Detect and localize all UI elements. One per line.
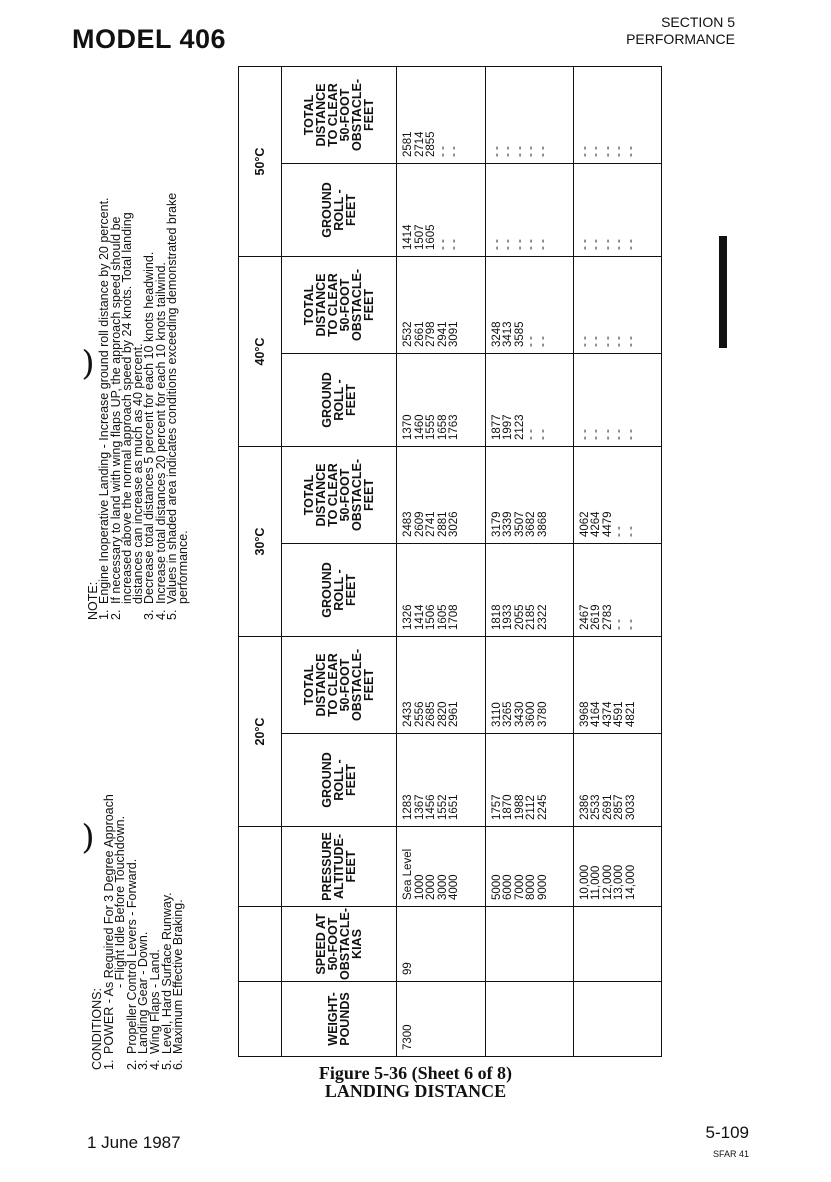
- table-value: 2941: [436, 321, 449, 347]
- table-value: - -: [536, 146, 549, 157]
- table-value: 1988: [513, 794, 526, 820]
- table-value: 3091: [448, 321, 461, 347]
- table-value: 3780: [536, 701, 549, 727]
- table-value: - -: [578, 336, 591, 347]
- total-distance-header-40: TOTAL DISTANCE TO CLEAR 50-FOOT OBSTACLE- FEET: [282, 257, 397, 354]
- table-value: - -: [578, 146, 591, 157]
- note-line: increased above the normal approach speed by 24 knots. Total landing: [119, 212, 134, 604]
- note-number: 2.: [108, 609, 123, 620]
- table-value: 2820: [436, 701, 449, 727]
- table-value: 4479: [601, 511, 614, 537]
- t30-roll-cell: [397, 544, 485, 637]
- table-value: 3430: [513, 701, 526, 727]
- condition-text: Wing Flaps - Land.: [147, 949, 162, 1054]
- table-value: 1414: [402, 224, 415, 250]
- table-value: 3265: [502, 701, 515, 727]
- table-value: 2881: [436, 511, 449, 537]
- note-line: If necessary to land with wing flaps UP, the approach speed should be: [108, 216, 123, 604]
- total-distance-header-30: TOTAL DISTANCE TO CLEAR 50-FOOT OBSTACLE- FEET: [282, 447, 397, 544]
- table-value: 3179: [490, 511, 503, 537]
- altitude-value: 12,000: [601, 864, 614, 900]
- table-value: 1757: [490, 794, 503, 820]
- temp-50-header: 50°C: [239, 67, 282, 257]
- altitude-cell: [485, 827, 573, 907]
- table-value: 3026: [448, 511, 461, 537]
- table-value: 2857: [613, 794, 626, 820]
- table-value: - -: [525, 429, 538, 440]
- model-title: MODEL 406: [72, 24, 227, 54]
- table-value: 2322: [536, 604, 549, 630]
- condition-text: Maximum Effective Braking.: [171, 899, 186, 1054]
- table-group-row: [573, 67, 661, 1057]
- table-value: 1326: [402, 604, 415, 630]
- right-paren-mark: ): [81, 343, 95, 384]
- note-line: distances can increase as much as 40 percent.: [131, 343, 146, 604]
- note-number: 3.: [142, 609, 157, 620]
- table-value: - -: [613, 619, 626, 630]
- table-value: 1818: [490, 604, 503, 630]
- table-value: 2532: [402, 321, 415, 347]
- weight-header: WEIGHT- POUNDS: [282, 982, 397, 1057]
- table-value: 4062: [578, 511, 591, 537]
- speed-header-top: [239, 907, 282, 982]
- table-value: 1552: [436, 794, 449, 820]
- note-line: Decrease total distances 5 percent for each 10 knots headwind.: [142, 251, 157, 604]
- table-value: - -: [578, 239, 591, 250]
- notes-list: [99, 85, 189, 620]
- table-value: 2055: [513, 604, 526, 630]
- table-value: 1870: [502, 794, 515, 820]
- ground-roll-header-50: GROUND ROLL - FEET: [282, 164, 397, 257]
- table-value: - -: [578, 429, 591, 440]
- table-value: 2714: [413, 131, 426, 157]
- table-value: 1605: [425, 224, 438, 250]
- table-value: 2783: [601, 604, 614, 630]
- table-value: - -: [613, 239, 626, 250]
- altitude-value: 2000: [425, 874, 438, 900]
- table-value: - -: [436, 239, 449, 250]
- table-value: - -: [590, 429, 603, 440]
- table-value: - -: [513, 146, 526, 157]
- condition-text: POWER - As Required For 3 Degree Approach: [101, 794, 116, 1054]
- table-value: - -: [525, 146, 538, 157]
- table-value: 1605: [436, 604, 449, 630]
- table-value: 3507: [513, 511, 526, 537]
- condition-number: 4.: [147, 1059, 162, 1070]
- t40-roll-cell: [397, 354, 485, 447]
- table-value: 2123: [513, 414, 526, 440]
- section-title: PERFORMANCE: [626, 31, 735, 47]
- t40-roll-cell: [573, 354, 661, 447]
- t20-roll-cell: [397, 734, 485, 827]
- t30-total-cell: [485, 447, 573, 544]
- t30-total-cell: [397, 447, 485, 544]
- altitude-value: 6000: [502, 874, 515, 900]
- altitude-value: 7000: [513, 874, 526, 900]
- table-value: - -: [536, 429, 549, 440]
- table-value: - -: [601, 336, 614, 347]
- table-value: 4164: [590, 701, 603, 727]
- t50-roll-cell: [485, 164, 573, 257]
- table-group-row: [485, 67, 573, 1057]
- table-value: 2185: [525, 604, 538, 630]
- table-value: 1414: [413, 604, 426, 630]
- table-value: 2691: [601, 794, 614, 820]
- table-value: 3110: [490, 702, 503, 727]
- table-value: - -: [624, 146, 637, 157]
- table-value: 3413: [502, 321, 515, 347]
- table-value: 4821: [624, 701, 637, 727]
- condition-item: [173, 770, 185, 1070]
- note-number: 5.: [165, 609, 180, 620]
- altitude-value: 14,000: [624, 864, 637, 900]
- table-value: 2386: [578, 794, 591, 820]
- table-value: - -: [448, 239, 461, 250]
- table-value: - -: [624, 336, 637, 347]
- table-value: - -: [624, 239, 637, 250]
- t50-roll-cell: [397, 164, 485, 257]
- temp-40-header: 40°C: [239, 257, 282, 447]
- table-value: - -: [613, 429, 626, 440]
- table-value: 4374: [601, 701, 614, 727]
- t40-total-cell: [573, 257, 661, 354]
- table-value: 4591: [613, 701, 626, 727]
- table-value: 2483: [402, 511, 415, 537]
- table-value: 2855: [425, 131, 438, 157]
- table-value: 3682: [525, 511, 538, 537]
- t20-roll-cell: [573, 734, 661, 827]
- altitude-value: 3000: [436, 874, 449, 900]
- altitude-value: 1000: [413, 874, 426, 900]
- table-value: 1997: [502, 414, 515, 440]
- section-number: SECTION 5: [661, 14, 735, 30]
- table-value: 2609: [413, 511, 426, 537]
- table-value: - -: [502, 146, 515, 157]
- table-value: 3248: [490, 321, 503, 347]
- altitude-value: 11,000: [590, 865, 603, 900]
- note-line: Engine Inoperative Landing - Increase ground roll distance by 20 percent.: [97, 197, 112, 604]
- table-value: 2467: [578, 604, 591, 630]
- table-value: 1283: [402, 794, 415, 820]
- altitude-value: 8000: [525, 874, 538, 900]
- note-text: [108, 212, 146, 604]
- table-value: - -: [624, 619, 637, 630]
- table-value: 2581: [402, 131, 415, 157]
- speed-value: 99: [402, 962, 415, 975]
- table-value: 2619: [590, 604, 603, 630]
- table-value: 1507: [413, 224, 426, 250]
- total-distance-header-20: TOTAL DISTANCE TO CLEAR 50-FOOT OBSTACLE- FEET: [282, 637, 397, 734]
- temp-30-header: 30°C: [239, 447, 282, 637]
- note-text: [167, 193, 190, 604]
- altitude-value: 5000: [490, 874, 503, 900]
- t30-total-cell: [573, 447, 661, 544]
- ground-roll-header-40: GROUND ROLL - FEET: [282, 354, 397, 447]
- condition-number: 5.: [159, 1059, 174, 1070]
- table-value: - -: [601, 429, 614, 440]
- altitude-value: 9000: [536, 874, 549, 900]
- t40-total-cell: [485, 257, 573, 354]
- table-value: 2533: [590, 794, 603, 820]
- table-value: 3600: [525, 701, 538, 727]
- altitude-value: 4000: [448, 874, 461, 900]
- note-line: performance.: [176, 530, 191, 604]
- table-value: - -: [525, 336, 538, 347]
- table-value: 2798: [425, 321, 438, 347]
- landing-distance-table: [238, 79, 662, 1057]
- t50-total-cell: [573, 67, 661, 164]
- conditions-list: [101, 770, 186, 1070]
- table-value: 1370: [402, 414, 415, 440]
- t20-total-cell: [573, 637, 661, 734]
- altitude-header: PRESSURE ALTITUDE- FEET: [282, 827, 397, 907]
- t20-roll-cell: [485, 734, 573, 827]
- weight-cell: [397, 982, 485, 1057]
- altitude-header-top: [239, 827, 282, 907]
- weight-value: 7300: [402, 1024, 415, 1050]
- condition-text: Landing Gear - Down.: [136, 931, 151, 1054]
- table-value: 1658: [436, 414, 449, 440]
- note-line: Increase total distances 20 percent for each 10 knots tailwind.: [153, 262, 168, 604]
- table-value: 3968: [578, 701, 591, 727]
- notes-block: [88, 85, 190, 620]
- table-value: - -: [624, 526, 637, 537]
- table-value: - -: [601, 239, 614, 250]
- table-value: 3868: [536, 511, 549, 537]
- table-value: - -: [536, 239, 549, 250]
- notes-title: NOTE:: [86, 581, 100, 620]
- table-value: 1763: [448, 414, 461, 440]
- table-value: - -: [624, 429, 637, 440]
- condition-text: Level, Hard Surface Runway.: [159, 892, 174, 1054]
- conditions-block: [92, 770, 185, 1070]
- altitude-cell: [573, 827, 661, 907]
- t20-total-cell: [485, 637, 573, 734]
- t20-total-cell: [397, 637, 485, 734]
- condition-number: 3.: [136, 1059, 151, 1070]
- altitude-value: 10,000: [578, 864, 591, 900]
- table-value: 1367: [413, 794, 426, 820]
- conditions-title: CONDITIONS:: [90, 988, 104, 1070]
- table-value: 2685: [425, 701, 438, 727]
- table-value: 1877: [490, 414, 503, 440]
- total-distance-header-50: TOTAL DISTANCE TO CLEAR 50-FOOT OBSTACLE- FEET: [282, 67, 397, 164]
- table-value: - -: [613, 146, 626, 157]
- table-value: - -: [490, 146, 503, 157]
- table-value: - -: [536, 336, 549, 347]
- altitude-value: 13,000: [613, 864, 626, 900]
- t50-total-cell: [485, 67, 573, 164]
- note-item: [108, 85, 146, 620]
- condition-number: 1.: [101, 1059, 116, 1070]
- table-value: 1506: [425, 604, 438, 630]
- table-value: 3339: [502, 511, 515, 537]
- table-value: - -: [448, 146, 461, 157]
- altitude-value: Sea Level: [402, 848, 415, 900]
- condition-text: Propeller Control Levers - Forward.: [124, 858, 139, 1054]
- table-value: 1651: [448, 794, 461, 820]
- t50-roll-cell: [573, 164, 661, 257]
- t50-total-cell: [397, 67, 485, 164]
- footer-sfar: SFAR 41: [712, 1149, 749, 1159]
- table-value: 1555: [425, 414, 438, 440]
- altitude-cell: [397, 827, 485, 907]
- table-value: - -: [525, 239, 538, 250]
- table-value: 1460: [413, 414, 426, 440]
- ground-roll-header-20: GROUND ROLL - FEET: [282, 734, 397, 827]
- weight-cell: [485, 982, 573, 1057]
- table-value: - -: [601, 146, 614, 157]
- figure-caption-number: Figure 5-36 (Sheet 6 of 8): [318, 1063, 513, 1083]
- speed-header: SPEED AT 50-FOOT OBSTACLE- KIAS: [282, 907, 397, 982]
- note-item: [167, 85, 190, 620]
- table-value: 2741: [425, 511, 438, 537]
- left-paren-mark: ): [81, 817, 95, 858]
- table-value: 2961: [448, 701, 461, 727]
- weight-header-top: [239, 982, 282, 1057]
- table-value: 4264: [590, 511, 603, 537]
- note-line: Values in shaded area indicates conditions exceeding demonstrated brake: [165, 192, 180, 604]
- section-header: [626, 14, 735, 48]
- t40-total-cell: [397, 257, 485, 354]
- note-number: 1.: [97, 609, 112, 620]
- condition-number: 6.: [171, 1059, 186, 1070]
- table-value: - -: [590, 146, 603, 157]
- table-value: - -: [613, 336, 626, 347]
- temp-20-header: 20°C: [239, 637, 282, 827]
- table-value: 3033: [624, 794, 637, 820]
- rotated-figure: [74, 79, 764, 1070]
- table-value: - -: [590, 336, 603, 347]
- condition-number: 2.: [124, 1059, 139, 1070]
- weight-cell: [573, 982, 661, 1057]
- table-value: 1933: [502, 604, 515, 630]
- table-value: - -: [590, 239, 603, 250]
- table-value: - -: [490, 239, 503, 250]
- t40-roll-cell: [485, 354, 573, 447]
- speed-cell: [573, 907, 661, 982]
- table-group-row: [397, 67, 485, 1057]
- table-value: - -: [513, 239, 526, 250]
- table-value: - -: [436, 146, 449, 157]
- speed-cell: [397, 907, 485, 982]
- footer-date: 1 June 1987: [87, 1133, 181, 1152]
- table-value: 3585: [513, 321, 526, 347]
- footer-page-number: 5-109: [705, 1123, 749, 1142]
- table-value: 1456: [425, 794, 438, 820]
- table-value: 2661: [413, 321, 426, 347]
- table-value: - -: [613, 526, 626, 537]
- table-value: 2245: [536, 794, 549, 820]
- table-value: 2433: [402, 701, 415, 727]
- ground-roll-header-30: GROUND ROLL - FEET: [282, 544, 397, 637]
- table-value: 2112: [525, 795, 538, 820]
- condition-text: - Flight Idle Before Touchdown.: [113, 815, 128, 988]
- note-number: 4.: [153, 609, 168, 620]
- speed-cell: [485, 907, 573, 982]
- figure-caption-title: LANDING DISTANCE: [324, 1081, 507, 1101]
- table-value: 1708: [448, 604, 461, 630]
- table-value: - -: [502, 239, 515, 250]
- t30-roll-cell: [573, 544, 661, 637]
- table-value: 2556: [413, 701, 426, 727]
- t30-roll-cell: [485, 544, 573, 637]
